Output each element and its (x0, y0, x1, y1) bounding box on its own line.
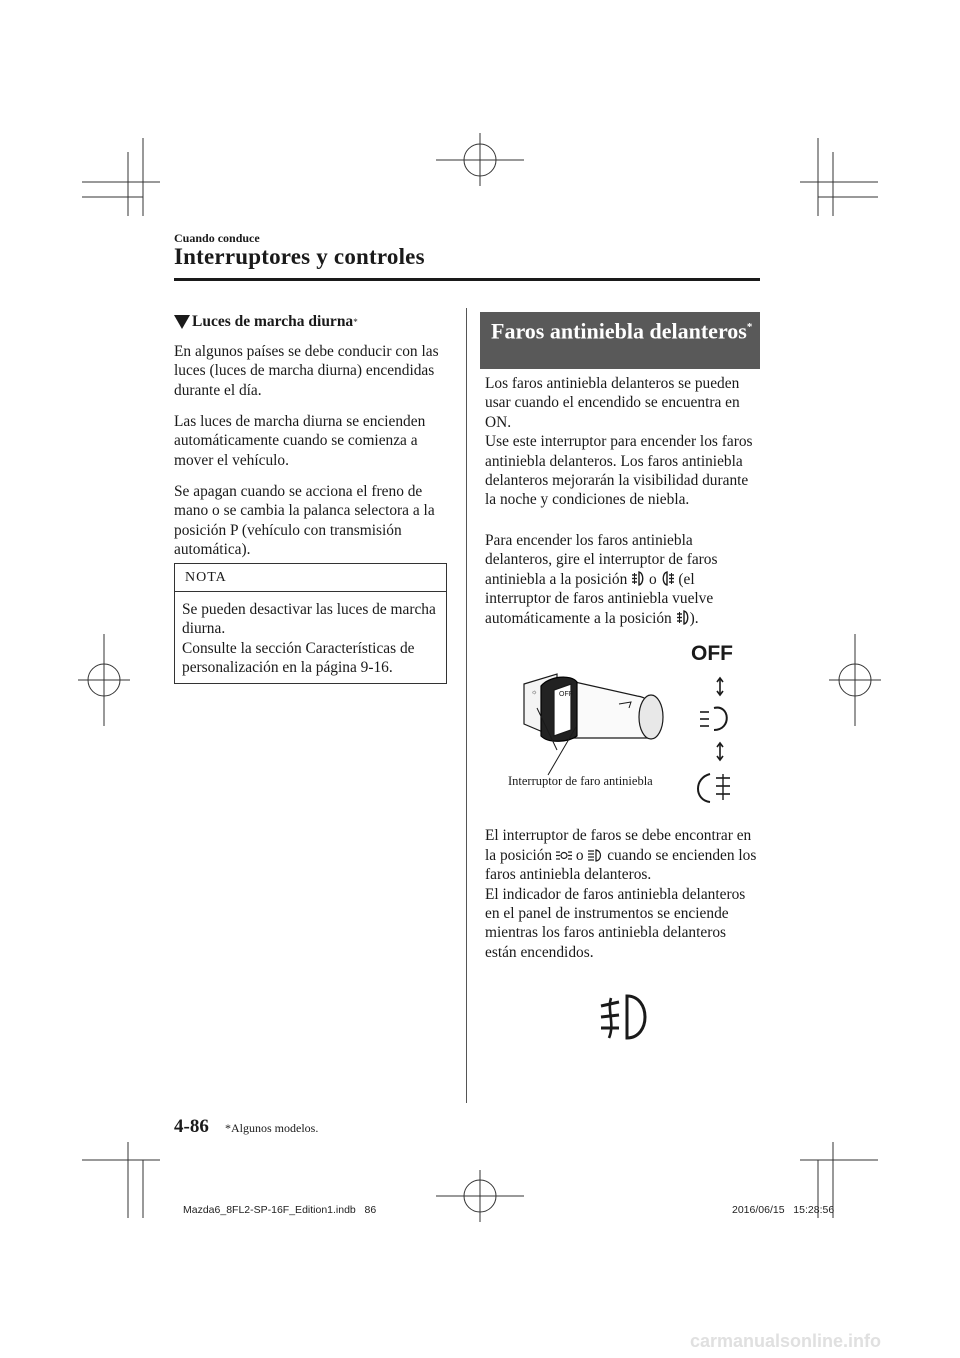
drl-paragraph-3: Se apagan cuando se acciona el freno de mano o se cambia la palanca selectora a la posición P (vehículo con transmisión automática). (174, 483, 435, 559)
banner-title: Faros antiniebla delanteros (491, 318, 747, 344)
page-number: 4-86 (174, 1116, 209, 1137)
note-header (175, 564, 446, 592)
rear-fog-light-icon (661, 570, 675, 587)
fog-paragraph-3 (485, 807, 761, 962)
note-body: Se pueden desactivar las luces de marcha diurna. Consulte la sección Características de personalización en la página 9-16. (182, 601, 436, 677)
note-box (174, 563, 447, 684)
watermark: carmanualsonline.info (690, 1331, 882, 1351)
triangle-bullet-icon (174, 315, 190, 329)
section-label: Cuando conduce (174, 231, 260, 245)
figure-caption: Interruptor de faro antiniebla (508, 774, 653, 788)
footnote: *Algunos modelos. (225, 1121, 319, 1135)
front-fog-light-icon (631, 570, 645, 587)
svg-text:☼: ☼ (531, 689, 538, 696)
front-fog-indicator-icon (595, 990, 655, 1046)
svg-text:OFF: OFF (559, 691, 573, 698)
fog-p2-text-a: Para encender los faros antiniebla delanteros, gire el interruptor de faros antiniebla a la posición (485, 532, 718, 588)
caption-leader-line (540, 725, 600, 785)
fog-paragraph-1: Los faros antiniebla delanteros se pueden usar cuando el encendido se encuentra en ON. Use este interruptor para encender los faros antiniebla delanteros. Los faros antiniebla delanteros mejorarán la visibilidad durante la noche y condiciones de niebla. (485, 375, 753, 509)
drl-paragraph-1: En algunos países se debe conducir con las luces (luces de marcha diurna) encendidas durante el día. (174, 343, 439, 399)
parking-light-icon (556, 848, 572, 863)
headlight-icon (587, 848, 603, 863)
fog-p2-text-d: ). (689, 609, 699, 627)
note-title: NOTA (185, 570, 227, 585)
footnote-mark: * (353, 317, 358, 327)
fog-p3-text-c: cuando se encienden los faros antiniebla delanteros. El indicador de faros antiniebla delanteros en el panel de instrumentos se enciende mientras los faros antiniebla delanteros están encendidos. (485, 846, 757, 961)
chapter-title: Interruptores y controles (174, 244, 425, 269)
column-divider (466, 308, 467, 1103)
fog-p2-text-c: (el interruptor de faros antiniebla vuelve automáticamente a la posición (485, 570, 714, 627)
print-timestamp: 2016/06/15 15:28:56 (732, 1204, 835, 1216)
banner-footnote-mark: * (746, 321, 753, 333)
section-banner (480, 312, 760, 369)
fog-p3-text-b: o (571, 846, 588, 864)
fog-p2-text-b: o (645, 570, 661, 588)
drl-paragraph-2: Las luces de marcha diurna se encienden automáticamente cuando se comienza a mover el vehículo. (174, 413, 426, 469)
fog-p3-text-a: El interruptor de faros se debe encontrar en la posición (485, 827, 752, 864)
print-file-name: Mazda6_8FL2-SP-16F_Edition1.indb 86 (183, 1204, 377, 1216)
position-sequence-diagram (696, 676, 756, 806)
off-position-label: OFF (691, 642, 733, 665)
header-rule (174, 278, 760, 281)
subheading-drl (174, 313, 358, 331)
front-fog-light-icon (676, 609, 690, 626)
fog-paragraph-2 (485, 531, 761, 628)
subheading-text: Luces de marcha diurna (192, 313, 354, 330)
